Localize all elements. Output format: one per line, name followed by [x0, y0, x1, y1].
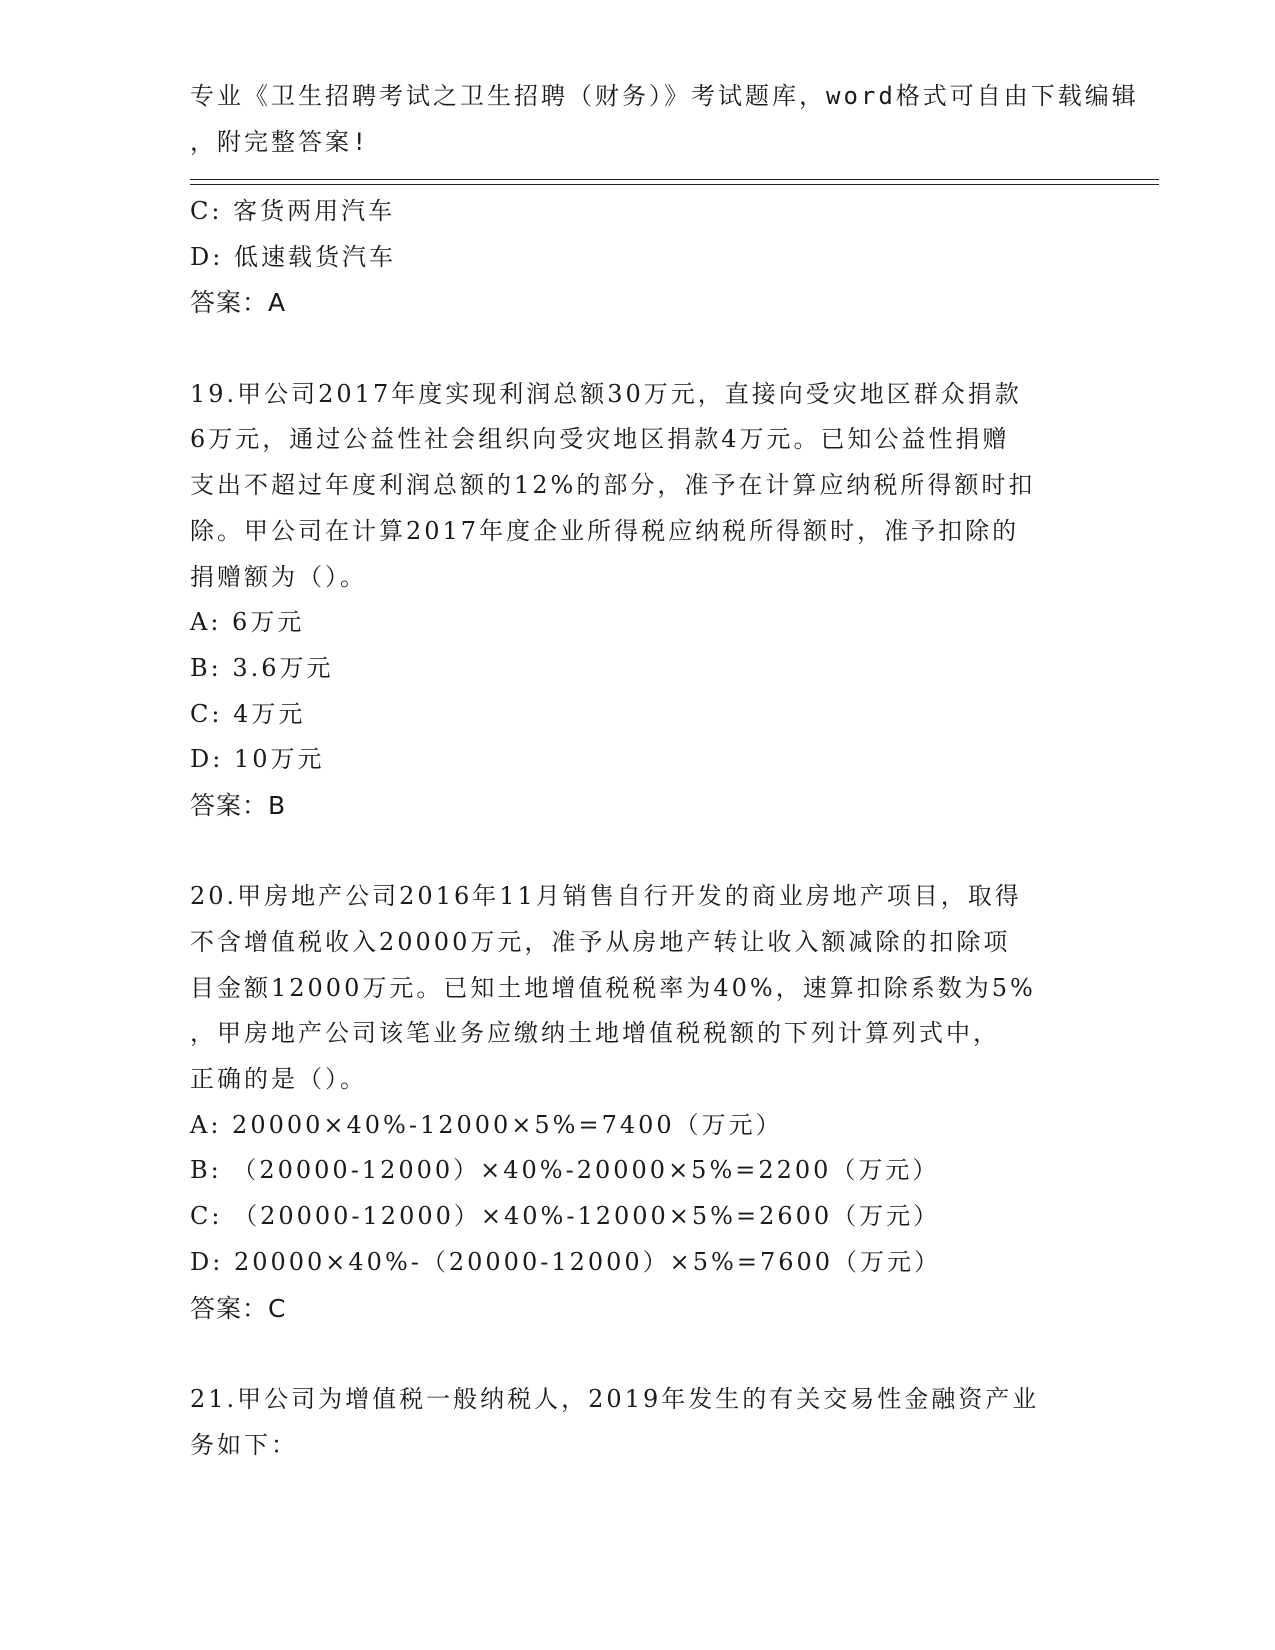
- question-text-line: 正确的是（）。: [190, 1065, 367, 1094]
- spacer: [190, 829, 1090, 875]
- header-line-2: ，附完整答案!: [190, 127, 370, 156]
- answer-line: 答案：B: [190, 790, 287, 820]
- question-19: [190, 372, 1090, 829]
- question-text-line: 捐赠额为（）。: [190, 562, 367, 591]
- document-body: [190, 189, 1090, 1468]
- question-text-line: 不含增值税收入20000万元，准予从房地产转让收入额减除的扣除项: [190, 928, 1011, 956]
- option-a: A: 6万元: [190, 608, 305, 637]
- option-d: D: 低速载货汽车: [190, 242, 396, 271]
- header-divider-bottom: [190, 184, 1159, 185]
- question-21: [190, 1377, 1090, 1468]
- answer-line: 答案：A: [190, 288, 287, 318]
- option-d: D: 10万元: [190, 745, 325, 774]
- option-c: C: 客货两用汽车: [190, 197, 396, 225]
- spacer: [190, 326, 1090, 372]
- question-text-line: 6万元，通过公益性社会组织向受灾地区捐款4万元。已知公益性捐赠: [190, 425, 1010, 454]
- option-c: C: 4万元: [190, 699, 306, 728]
- question-text-line: 支出不超过年度利润总额的12%的部分，准予在计算应纳税所得额时扣: [190, 471, 1036, 500]
- document-header: [190, 74, 1139, 165]
- question-text-line: 21.甲公司为增值税一般纳税人，2019年发生的有关交易性金融资产业: [190, 1384, 1040, 1413]
- option-c: C: （20000-12000）×40%-12000×5%=2600（万元）: [190, 1202, 941, 1231]
- question-text-line: 目金额12000万元。已知土地增值税税率为40%，速算扣除系数为5%: [190, 973, 1036, 1002]
- question-text-line: 19.甲公司2017年度实现利润总额30万元，直接向受灾地区群众捐款: [190, 379, 1022, 408]
- spacer: [190, 1331, 1090, 1377]
- option-b: B: （20000-12000）×40%-20000×5%=2200（万元）: [190, 1156, 940, 1185]
- header-divider-top: [190, 179, 1159, 180]
- question-text-line: 务如下：: [190, 1430, 298, 1459]
- question-18-tail: [190, 189, 1090, 326]
- option-d: D: 20000×40%-（20000-12000）×5%=7600（万元）: [190, 1247, 942, 1276]
- question-text-line: 除。甲公司在计算2017年度企业所得税应纳税所得额时，准予扣除的: [190, 516, 1020, 545]
- header-line-1: 专业《卫生招聘考试之卫生招聘（财务）》考试题库，word格式可自由下载编辑: [190, 82, 1139, 110]
- question-20: [190, 874, 1090, 1331]
- option-b: B: 3.6万元: [190, 653, 334, 682]
- answer-line: 答案：C: [190, 1293, 287, 1323]
- question-text-line: 20.甲房地产公司2016年11月销售自行开发的商业房地产项目，取得: [190, 882, 1022, 911]
- question-text-line: ，甲房地产公司该笔业务应缴纳土地增值税税额的下列计算列式中，: [190, 1019, 1000, 1048]
- option-a: A: 20000×40%-12000×5%=7400（万元）: [190, 1110, 783, 1139]
